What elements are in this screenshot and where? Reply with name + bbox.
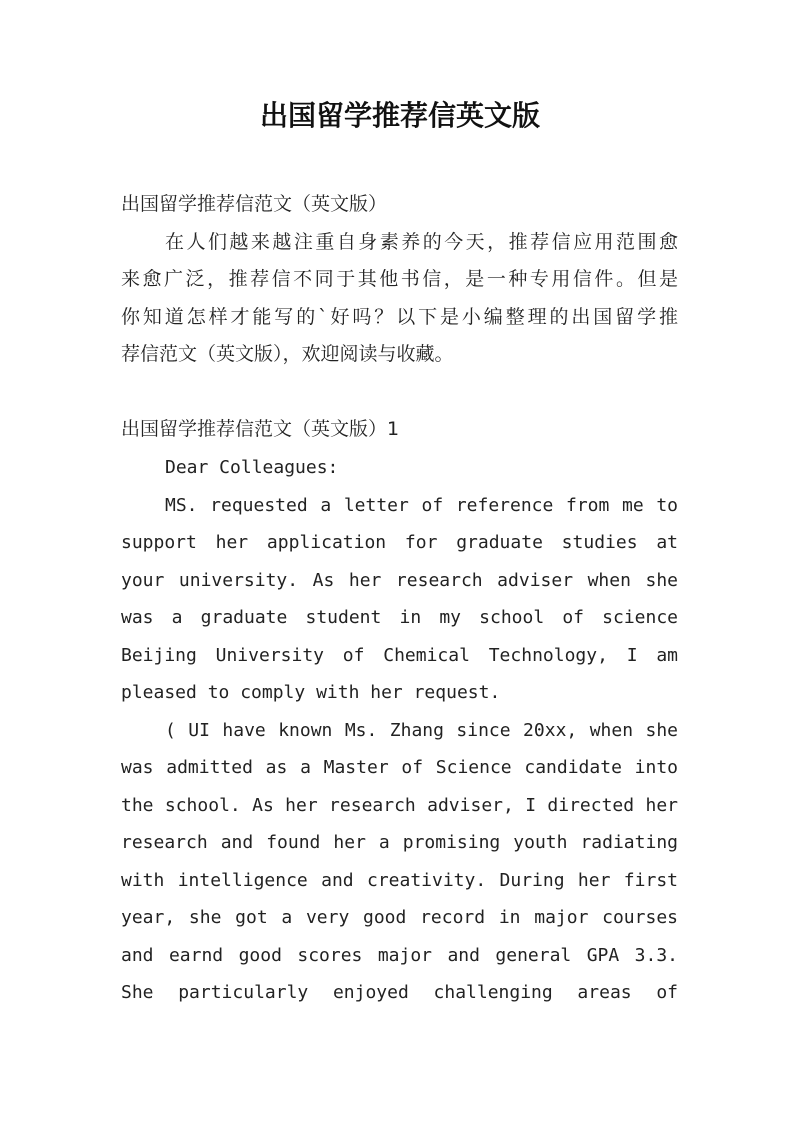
- intro-line: 来愈广泛，推荐信不同于其他书信，是一种专用信件。但是: [121, 268, 678, 290]
- paragraph2-line: was admitted as a Master of Science candidate into: [121, 757, 678, 778]
- paragraph1-line: Beijing University of Chemical Technology, I am: [121, 644, 678, 666]
- intro-line: 在人们越来越注重自身素养的今天，推荐信应用范围愈: [165, 230, 678, 253]
- paragraph2-line: year, she got a very good record in major courses: [121, 907, 678, 928]
- paragraph1-line: was a graduate student in my school of science: [121, 607, 678, 628]
- intro-heading: 出国留学推荐信范文（英文版）: [121, 193, 388, 215]
- paragraph2-line: the school. As her research adviser, I directed her: [121, 794, 678, 816]
- paragraph1-line: support her application for graduate studies at: [121, 532, 678, 553]
- paragraph2-line: research and found her a promising youth radiating: [121, 832, 678, 853]
- intro-line: 荐信范文（英文版），欢迎阅读与收藏。: [121, 343, 454, 365]
- paragraph2-line: ( UI have known Ms. Zhang since 20xx, when she: [165, 719, 678, 741]
- intro-section: [121, 186, 678, 374]
- document-title: 出国留学推荐信英文版: [259, 99, 540, 132]
- paragraph1-line: MS. requested a letter of reference from me to: [165, 494, 678, 516]
- intro-line: 你知道怎样才能写的`好吗？以下是小编整理的出国留学推: [121, 305, 678, 328]
- section-heading: 出国留学推荐信范文（英文版）1: [121, 418, 400, 440]
- salutation: Dear Colleagues:: [165, 457, 339, 478]
- section-block: [121, 411, 678, 449]
- paragraph1-line: your university. As her research adviser when she: [121, 569, 678, 591]
- paragraph2-line: She particularly enjoyed challenging areas of: [121, 982, 678, 1003]
- letter-body: [121, 449, 678, 1012]
- paragraph2-line: with intelligence and creativity. During her first: [121, 869, 678, 891]
- paragraph1-line: pleased to comply with her request.: [121, 682, 501, 703]
- paragraph2-line: and earnd good scores major and general GPA 3.3.: [121, 944, 678, 966]
